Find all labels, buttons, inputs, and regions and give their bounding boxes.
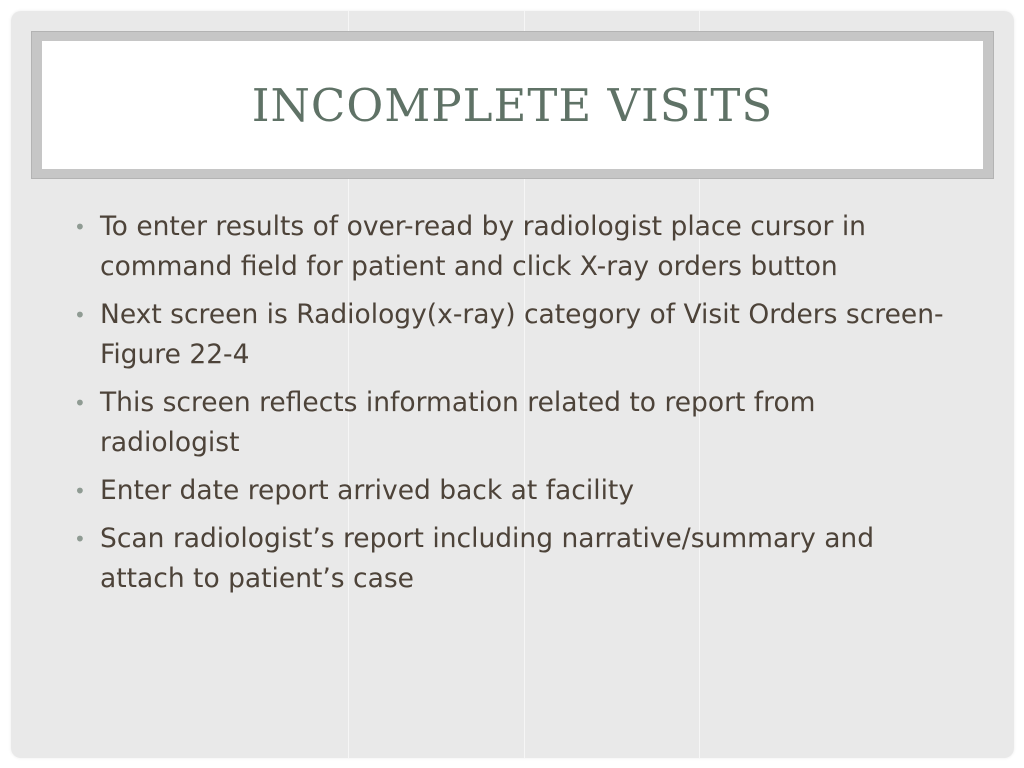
title-box: [42, 41, 983, 169]
bullet-dot-icon: •: [74, 215, 86, 239]
bullet-item: [73, 471, 953, 511]
bullet-dot-icon: •: [74, 479, 86, 503]
slide: [11, 11, 1014, 758]
bullet-text: Scan radiologist’s report including narrative/summary and attach to patient’s case: [100, 523, 875, 594]
title-frame: [31, 31, 994, 179]
bullet-dot-icon: •: [74, 303, 86, 327]
bullet-dot-icon: •: [74, 527, 86, 551]
bullet-item: [73, 519, 953, 599]
bullet-dot-icon: •: [74, 391, 86, 415]
bullet-text: Enter date report arrived back at facility: [100, 475, 634, 506]
bullet-item: [73, 383, 953, 463]
bullet-list: [73, 207, 953, 607]
bullet-text: To enter results of over-read by radiologist place cursor in command field for patient and click X-ray orders button: [100, 211, 866, 282]
bullet-text: Next screen is Radiology(x-ray) category of Visit Orders screen-Figure 22-4: [100, 299, 944, 370]
slide-title: INCOMPLETE VISITS: [251, 78, 774, 132]
bullet-item: [73, 295, 953, 375]
bullet-text: This screen reflects information related to report from radiologist: [100, 387, 816, 458]
bullet-item: [73, 207, 953, 287]
